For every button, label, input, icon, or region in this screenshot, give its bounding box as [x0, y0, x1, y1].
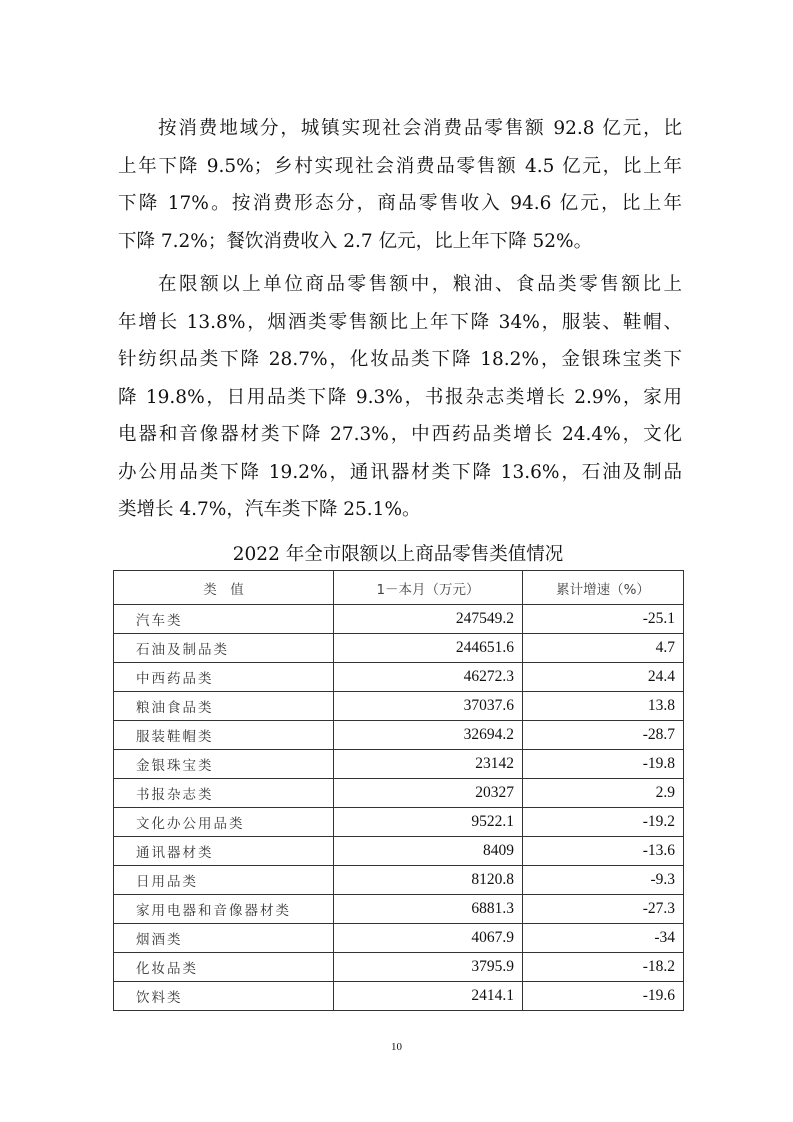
paragraph-line: 按消费地域分，城镇实现社会消费品零售额 92.8 亿元，比: [158, 118, 682, 139]
table-row: [114, 634, 684, 663]
header-category: 类 值: [114, 571, 334, 605]
growth-cell: 24.4: [523, 663, 684, 692]
paragraph-line: 降 19.8%，日用品类下降 9.3%，书报杂志类增长 2.9%，家用: [118, 386, 682, 408]
paragraph-line: 电器和音像器材类下降 27.3%，中西药品类增长 24.4%，文化: [118, 424, 682, 445]
table-row: [114, 866, 684, 895]
category-cell: 金银珠宝类: [114, 750, 334, 779]
category-cell: 烟酒类: [114, 924, 334, 953]
growth-cell: -34: [523, 924, 684, 953]
ytd-value-cell: 6881.3: [334, 895, 523, 924]
table-title: 2022 年全市限额以上商品零售类值情况: [232, 544, 564, 565]
header-growth: 累计增速（%）: [523, 571, 684, 605]
table-row: [114, 721, 684, 750]
header-ytd-value: 1－本月（万元）: [334, 571, 523, 605]
ytd-value-cell: 20327: [334, 779, 523, 808]
growth-cell: 4.7: [523, 634, 684, 663]
category-cell: 文化办公用品类: [114, 808, 334, 837]
paragraph-line: 下降 17%。按消费形态分，商品零售收入 94.6 亿元，比上年: [118, 193, 682, 214]
growth-cell: 13.8: [523, 692, 684, 721]
ytd-value-cell: 2414.1: [334, 982, 523, 1011]
paragraph-consumption-region: [118, 110, 682, 260]
retail-category-table: [113, 570, 684, 1011]
growth-cell: -9.3: [523, 866, 684, 895]
category-cell: 石油及制品类: [114, 634, 334, 663]
ytd-value-cell: 8120.8: [334, 866, 523, 895]
growth-cell: -27.3: [523, 895, 684, 924]
growth-cell: -25.1: [523, 605, 684, 634]
ytd-value-cell: 32694.2: [334, 721, 523, 750]
paragraph-line: 上年下降 9.5%；乡村实现社会消费品零售额 4.5 亿元，比上年: [118, 155, 682, 177]
growth-cell: -19.6: [523, 982, 684, 1011]
category-cell: 中西药品类: [114, 663, 334, 692]
growth-cell: -19.8: [523, 750, 684, 779]
category-cell: 饮料类: [114, 982, 334, 1011]
table-header-row: [114, 571, 684, 605]
table-row: [114, 982, 684, 1011]
growth-cell: 2.9: [523, 779, 684, 808]
ytd-value-cell: 37037.6: [334, 692, 523, 721]
ytd-value-cell: 244651.6: [334, 634, 523, 663]
table-row: [114, 663, 684, 692]
table-row: [114, 953, 684, 982]
ytd-value-cell: 247549.2: [334, 605, 523, 634]
category-cell: 日用品类: [114, 866, 334, 895]
ytd-value-cell: 4067.9: [334, 924, 523, 953]
table-row: [114, 750, 684, 779]
ytd-value-cell: 3795.9: [334, 953, 523, 982]
growth-cell: -28.7: [523, 721, 684, 750]
ytd-value-cell: 8409: [334, 837, 523, 866]
category-cell: 家用电器和音像器材类: [114, 895, 334, 924]
paragraph-line: 办公用品类下降 19.2%，通讯器材类下降 13.6%，石油及制品: [118, 461, 682, 483]
category-cell: 化妆品类: [114, 953, 334, 982]
paragraph-line: 年增长 13.8%，烟酒类零售额比上年下降 34%，服装、鞋帽、: [118, 311, 682, 333]
page-number: 10: [391, 1041, 402, 1053]
table-row: [114, 895, 684, 924]
table-row: [114, 779, 684, 808]
growth-cell: -13.6: [523, 837, 684, 866]
ytd-value-cell: 9522.1: [334, 808, 523, 837]
paragraph-line: 下降 7.2%；餐饮消费收入 2.7 亿元，比上年下降 52%。: [118, 230, 593, 252]
ytd-value-cell: 23142: [334, 750, 523, 779]
paragraph-line: 针纺织品类下降 28.7%，化妆品类下降 18.2%，金银珠宝类下: [118, 349, 682, 370]
category-cell: 通讯器材类: [114, 837, 334, 866]
paragraph-category-sales: [118, 266, 682, 529]
paragraph-line: 类增长 4.7%，汽车类下降 25.1%。: [118, 499, 421, 520]
growth-cell: -19.2: [523, 808, 684, 837]
category-cell: 汽车类: [114, 605, 334, 634]
growth-cell: -18.2: [523, 953, 684, 982]
table-row: [114, 924, 684, 953]
paragraph-line: 在限额以上单位商品零售额中，粮油、食品类零售额比上: [158, 274, 682, 295]
table-row: [114, 808, 684, 837]
table-row: [114, 605, 684, 634]
category-cell: 书报杂志类: [114, 779, 334, 808]
category-cell: 粮油食品类: [114, 692, 334, 721]
table-row: [114, 837, 684, 866]
table-row: [114, 692, 684, 721]
ytd-value-cell: 46272.3: [334, 663, 523, 692]
category-cell: 服装鞋帽类: [114, 721, 334, 750]
